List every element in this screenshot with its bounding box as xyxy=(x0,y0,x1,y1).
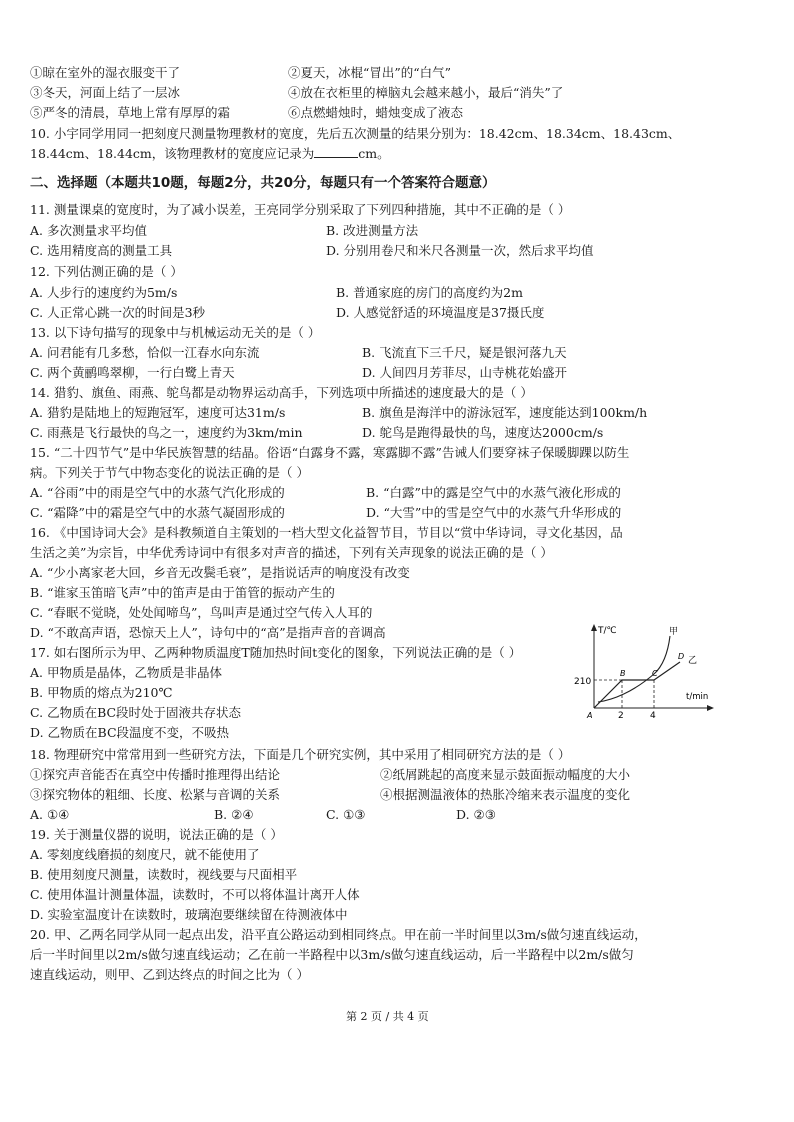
q11-option-b: B. 改进测量方法 xyxy=(326,223,419,238)
q14-option-d: D. 鸵鸟是跑得最快的鸟，速度达2000cm/s xyxy=(362,425,604,440)
q18-option-a: A. ①④ xyxy=(30,807,70,822)
q9-item-2: ②夏天，冰棍“冒出”的“白气” xyxy=(288,65,452,80)
q16-option-b: B. “谁家玉笛暗飞声”中的笛声是由于笛管的振动产生的 xyxy=(30,585,335,600)
x-axis-arrow xyxy=(707,705,714,711)
section-heading: 二、选择题（本题共10题，每题2分，共20分，每题只有一个答案符合题意） xyxy=(30,175,496,191)
curve-jia-label: 甲 xyxy=(669,627,679,637)
q12-option-a: A. 人步行的速度约为5m/s xyxy=(30,285,178,300)
x-tick-2: 2 xyxy=(618,711,624,721)
q15-line-1: 15. “二十四节气”是中华民族智慧的结晶。俗语“白露身不露，寒露脚不露”告诫人们要穿袜子保暖脚踝以防生 xyxy=(30,445,630,460)
y-axis-label: T/℃ xyxy=(598,626,617,636)
q13-option-c: C. 两个黄鹂鸣翠柳，一行白鹭上青天 xyxy=(30,365,235,380)
q13-option-b: B. 飞流直下三千尺，疑是银河落九天 xyxy=(362,345,567,360)
q14-stem: 14. 猎豹、旗鱼、雨燕、鸵鸟都是动物界运动高手，下列选项中所描述的速度最大的是（ ） xyxy=(30,385,533,400)
q18-item-1: ①探究声音能否在真空中传播时推理得出结论 xyxy=(30,767,281,782)
q9-item-4: ④放在衣柜里的樟脑丸会越来越小，最后“消失”了 xyxy=(288,85,564,100)
q15-option-a: A. “谷雨”中的雨是空气中的水蒸气汽化形成的 xyxy=(30,485,285,500)
q9-item-1: ①晾在室外的湿衣服变干了 xyxy=(30,65,181,80)
curve-yi-label: 乙 xyxy=(688,656,698,666)
temperature-time-graph xyxy=(568,622,718,721)
q15-line-2: 病。下列关于节气中物态变化的说法正确的是（ ） xyxy=(30,465,309,480)
q19-option-c: C. 使用体温计测量体温，读数时，不可以将体温计离开人体 xyxy=(30,887,360,902)
q11-option-c: C. 选用精度高的测量工具 xyxy=(30,243,173,258)
q15-option-c: C. “霜降”中的霜是空气中的水蒸气凝固形成的 xyxy=(30,505,285,520)
x-tick-4: 4 xyxy=(650,711,656,721)
q10-unit: cm。 xyxy=(358,146,390,161)
point-c-label: C xyxy=(652,669,658,678)
q9-item-6: ⑥点燃蜡烛时，蜡烛变成了液态 xyxy=(288,105,464,120)
q13-option-d: D. 人间四月芳菲尽，山寺桃花始盛开 xyxy=(362,365,568,380)
y-tick-210: 210 xyxy=(574,677,592,687)
q13-stem: 13. 以下诗句描写的现象中与机械运动无关的是（ ） xyxy=(30,325,321,340)
q12-option-d: D. 人感觉舒适的环境温度是37摄氏度 xyxy=(336,305,545,320)
q17-option-a: A. 甲物质是晶体，乙物质是非晶体 xyxy=(30,665,222,680)
q12-option-c: C. 人正常心跳一次的时间是3秒 xyxy=(30,305,206,320)
q13-option-a: A. 问君能有几多愁，恰似一江春水向东流 xyxy=(30,345,260,360)
q10-line-1: 10. 小宇同学用同一把刻度尺测量物理教材的宽度，先后五次测量的结果分别为：18.42cm、18.34cm、18.43cm、 xyxy=(30,126,681,141)
q18-item-3: ③探究物体的粗细、长度、松紧与音调的关系 xyxy=(30,787,281,802)
q10-line-2 xyxy=(30,145,390,163)
q16-line-2: 生活之美”为宗旨，中华优秀诗词中有很多对声音的描述，下列有关声现象的说法正确的是（ ） xyxy=(30,545,553,560)
q20-line-2: 后一半时间里以2m/s做匀速直线运动；乙在前一半路程中以3m/s做匀速直线运动，后一半路程中以2m/s做匀 xyxy=(30,947,634,962)
q18-option-c: C. ①③ xyxy=(326,807,366,822)
q18-option-b: B. ②④ xyxy=(214,807,254,822)
q18-item-2: ②纸屑跳起的高度来显示鼓面振动幅度的大小 xyxy=(380,767,631,782)
curve-yi xyxy=(594,662,680,708)
point-d-label: D xyxy=(678,652,685,661)
q9-item-5: ⑤严冬的清晨，草地上常有厚厚的霜 xyxy=(30,105,231,120)
q20-line-1: 20. 甲、乙两名同学从同一起点出发，沿平直公路运动到相同终点。甲在前一半时间里以3m/s做匀速直线运动， xyxy=(30,927,647,942)
q11-option-a: A. 多次测量求平均值 xyxy=(30,223,147,238)
q9-item-3: ③冬天，河面上结了一层冰 xyxy=(30,85,181,100)
q10-line-2-text: 18.44cm、18.44cm，该物理教材的宽度应记录为 xyxy=(30,146,315,161)
y-axis-arrow xyxy=(591,624,597,631)
q14-option-b: B. 旗鱼是海洋中的游泳冠军，速度能达到100km/h xyxy=(362,405,648,420)
q14-option-a: A. 猎豹是陆地上的短跑冠军，速度可达31m/s xyxy=(30,405,286,420)
q11-stem: 11. 测量课桌的宽度时，为了减小误差，王亮同学分别采取了下列四种措施，其中不正确的是（ ） xyxy=(30,202,571,217)
q16-option-d: D. “不敢高声语，恐惊天上人”，诗句中的“高”是指声音的音调高 xyxy=(30,625,386,640)
q11-option-d: D. 分别用卷尺和米尺各测量一次，然后求平均值 xyxy=(326,243,594,258)
q17-option-c: C. 乙物质在BC段时处于固液共存状态 xyxy=(30,705,242,720)
q17-stem: 17. 如右图所示为甲、乙两种物质温度T随加热时间t变化的图象，下列说法正确的是（ ） xyxy=(30,645,522,660)
q18-option-d: D. ②③ xyxy=(456,807,496,822)
point-b-label: B xyxy=(620,669,626,678)
q20-line-3: 速直线运动，则甲、乙到达终点的时间之比为（ ） xyxy=(30,967,309,982)
origin-label-a: A xyxy=(587,711,593,720)
answer-blank[interactable] xyxy=(314,145,358,158)
q17-option-d: D. 乙物质在BC段温度不变，不吸热 xyxy=(30,725,230,740)
q19-option-d: D. 实验室温度计在读数时，玻璃泡要继续留在待测液体中 xyxy=(30,907,348,922)
q15-option-b: B. “白露”中的露是空气中的水蒸气液化形成的 xyxy=(366,485,621,500)
q19-stem: 19. 关于测量仪器的说明，说法正确的是（ ） xyxy=(30,827,283,842)
q18-item-4: ④根据测温液体的热胀冷缩来表示温度的变化 xyxy=(380,787,631,802)
q12-option-b: B. 普通家庭的房门的高度约为2m xyxy=(336,285,523,300)
q16-option-c: C. “春眠不觉晓，处处闻啼鸟”，鸟叫声是通过空气传入人耳的 xyxy=(30,605,373,620)
q15-option-d: D. “大雪”中的雪是空气中的水蒸气升华形成的 xyxy=(366,505,622,520)
x-axis-label: t/min xyxy=(686,692,709,702)
q19-option-b: B. 使用刻度尺测量，读数时，视线要与尺面相平 xyxy=(30,867,298,882)
q19-option-a: A. 零刻度线磨损的刻度尺，就不能使用了 xyxy=(30,847,260,862)
q12-stem: 12. 下列估测正确的是（ ） xyxy=(30,264,183,279)
q17-option-b: B. 甲物质的熔点为210℃ xyxy=(30,685,173,700)
q16-line-1: 16. 《中国诗词大会》是科教频道自主策划的一档大型文化益智节目，节目以“赏中华诗词，寻文化基因，品 xyxy=(30,525,623,540)
q18-stem: 18. 物理研究中常常用到一些研究方法，下面是几个研究实例，其中采用了相同研究方法的是（ ） xyxy=(30,747,571,762)
q16-option-a: A. “少小离家老大回，乡音无改鬓毛衰”，是指说话声的响度没有改变 xyxy=(30,565,410,580)
curve-jia xyxy=(598,636,670,702)
page-footer: 第 2 页 / 共 4 页 xyxy=(346,1010,429,1023)
q14-option-c: C. 雨燕是飞行最快的鸟之一，速度约为3km/min xyxy=(30,425,303,440)
